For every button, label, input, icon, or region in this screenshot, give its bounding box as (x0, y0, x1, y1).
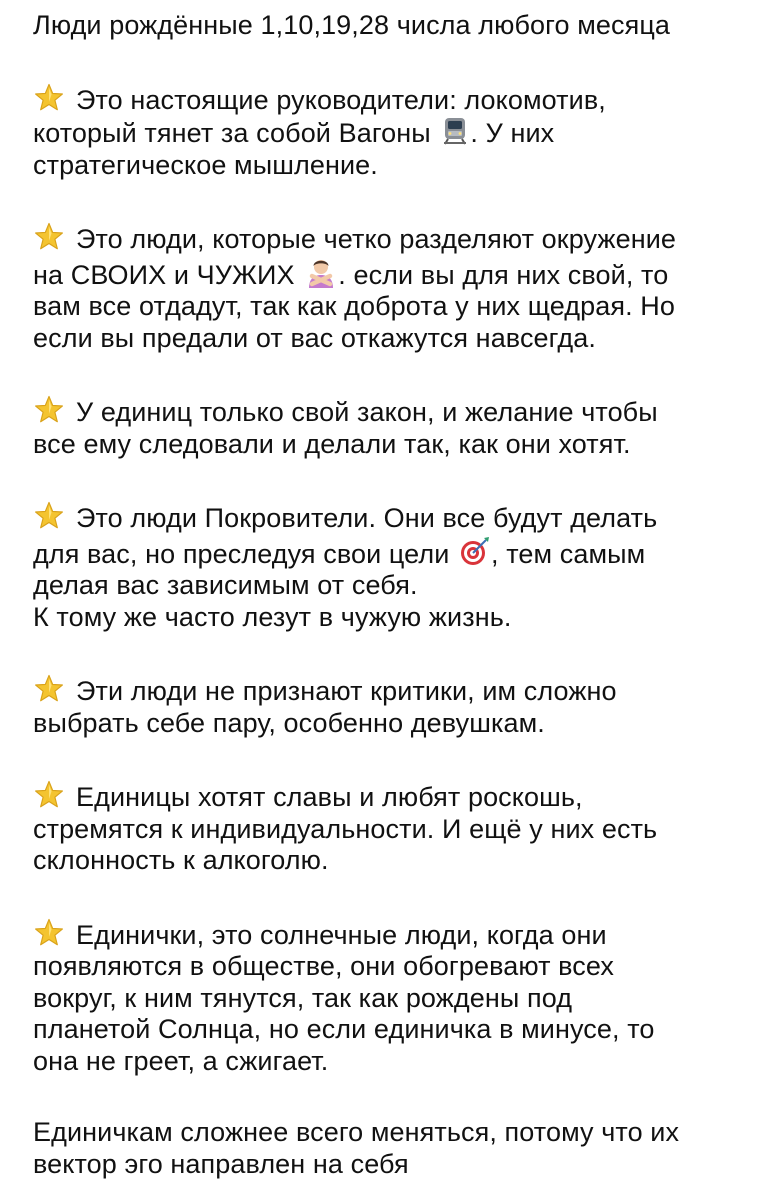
list-item (33, 82, 763, 182)
text-line-content: Единички, это солнечные люди, когда они (76, 919, 607, 950)
person-crossing-arms-icon (304, 256, 338, 288)
list-item (33, 500, 763, 633)
text-line: появляются в обществе, они обогревают всех (33, 951, 615, 981)
text-line: делая вас зависимым от себя. (33, 570, 418, 600)
text-line-content: Это люди, которые четко разделяют окружение (76, 224, 677, 254)
list-item (33, 221, 763, 354)
text-line: вам все отдадут, так как доброта у них щедрая. Но (33, 291, 676, 321)
train-icon (440, 116, 470, 146)
text-line: она не греет, а сжигает. (33, 1045, 329, 1076)
text-line-content: У единиц только свой закон, и желание чтобы (76, 397, 658, 427)
star-icon (33, 673, 65, 704)
text-line-content: Это люди Покровители. Они все будут делать (76, 503, 658, 533)
spacer (33, 181, 763, 221)
text-line: все ему следовали и делали так, как они хотят. (33, 428, 631, 459)
text-line (33, 116, 763, 150)
text-line: стратегическое мышление. (33, 149, 378, 180)
text-line: если вы предали от вас откажутся навсегда. (33, 322, 596, 353)
text-line: вокруг, к ним тянутся, так как рождены под (33, 982, 573, 1013)
closing-paragraph (33, 1117, 763, 1180)
spacer (33, 739, 763, 779)
list-item (33, 779, 763, 877)
text-line (33, 673, 763, 708)
list-item (33, 673, 763, 739)
star-icon (33, 779, 65, 810)
text-line: вектор эго направлен на себя (33, 1148, 409, 1179)
list-item (33, 394, 763, 460)
text-line-content: на СВОИХ и ЧУЖИХ (33, 259, 295, 290)
spacer (33, 460, 763, 500)
text-line: К тому же часто лезут в чужую жизнь. (33, 601, 512, 632)
text-line: Единичкам сложнее всего меняться, потому что их (33, 1117, 680, 1147)
bullseye-dart-icon (459, 535, 491, 567)
post-title: Люди рождённые 1,10,19,28 числа любого месяца (33, 10, 670, 40)
spacer (33, 354, 763, 394)
list-item (33, 917, 763, 1078)
text-line (33, 779, 763, 814)
text-line (33, 82, 763, 117)
text-line (33, 535, 763, 571)
text-line-content: , тем самым (491, 538, 646, 569)
spacer (33, 1077, 763, 1117)
text-line (33, 256, 763, 292)
spacer (33, 633, 763, 673)
text-line-content: который тянет за собой Вагоны (33, 118, 431, 148)
text-line-content: Эти люди не признают критики, им сложно (76, 676, 617, 706)
spacer (33, 877, 763, 917)
text-line-content: Единицы хотят славы и любят роскошь, (76, 782, 583, 812)
text-line-content: . У них (470, 118, 555, 148)
text-line (33, 500, 763, 535)
star-icon (33, 394, 65, 425)
text-line (33, 221, 763, 256)
star-icon (33, 500, 65, 531)
text-line: планетой Солнца, но если единичка в минусе, то (33, 1014, 655, 1044)
text-line: стремятся к индивидуальности. И ещё у них есть (33, 813, 658, 844)
text-line-content: для вас, но преследуя свои цели (33, 538, 450, 569)
text-line: склонность к алкоголю. (33, 845, 329, 875)
star-icon (33, 917, 65, 948)
star-icon (33, 82, 65, 113)
spacer (33, 42, 763, 82)
text-line (33, 917, 763, 952)
text-line-content: Это настоящие руководители: локомотив, (76, 84, 606, 115)
text-line: выбрать себе пару, особенно девушкам. (33, 707, 545, 738)
star-icon (33, 221, 65, 252)
text-line (33, 394, 763, 429)
text-line-content: . если вы для них свой, то (338, 259, 669, 290)
